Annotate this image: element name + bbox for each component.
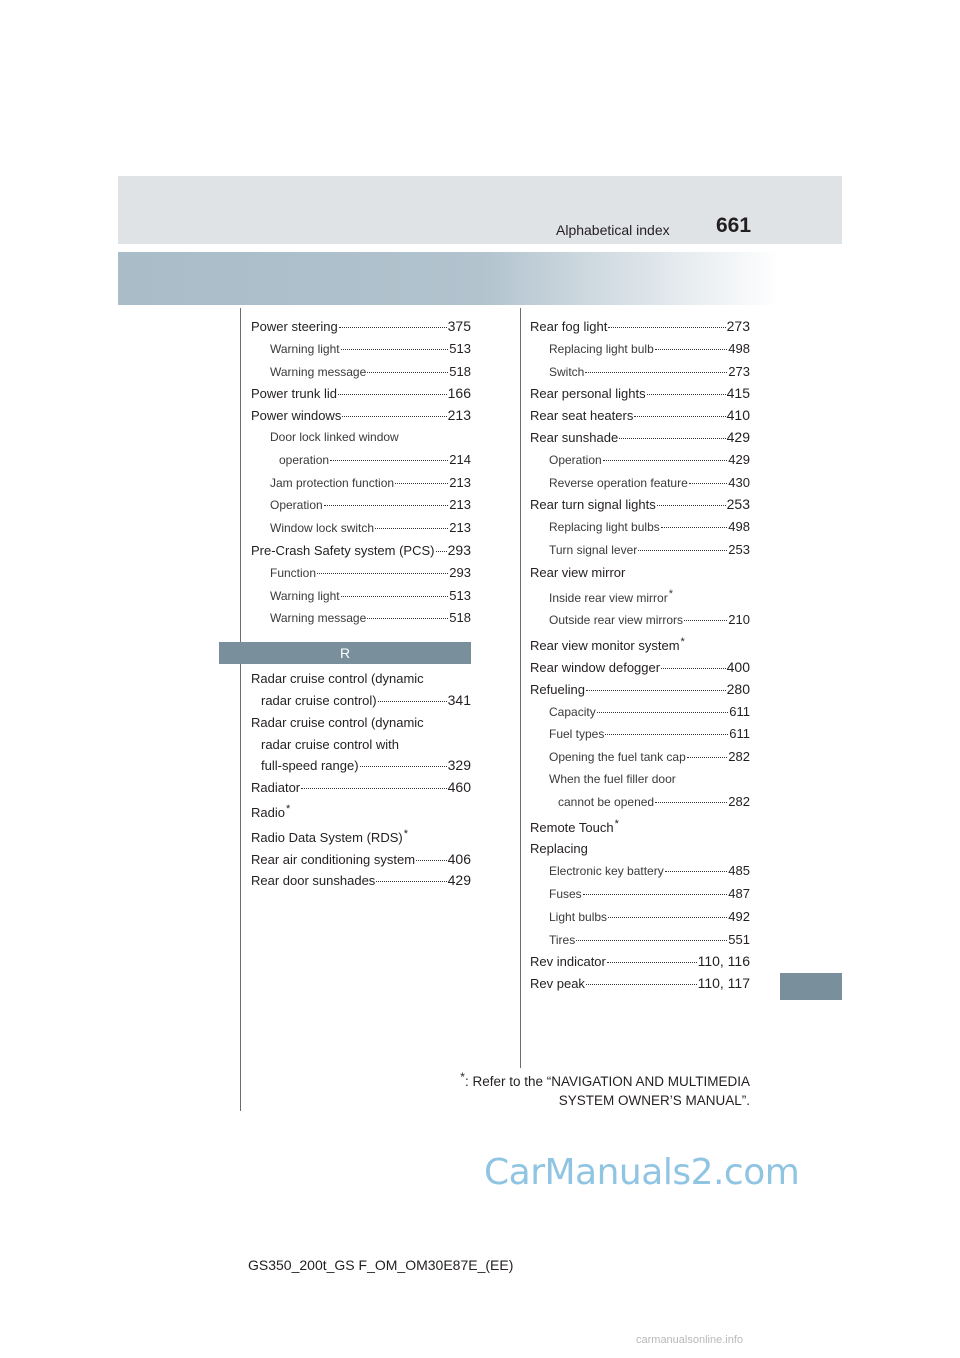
index-entry: [251, 427, 471, 472]
index-term: Function: [270, 565, 317, 580]
index-term: Switch: [549, 364, 585, 379]
watermark-small: carmanualsonline.info: [636, 1334, 744, 1346]
footnote-line-2: SYSTEM OWNER’S MANUAL”.: [558, 1093, 750, 1108]
reference-star: *: [403, 827, 408, 840]
index-term: cannot be opened: [558, 794, 655, 809]
index-term: Radio Data System (RDS)*: [251, 827, 408, 845]
dot-leader: [342, 416, 446, 417]
dot-leader: [338, 394, 447, 395]
page-ref: 485: [728, 863, 750, 879]
page-ref: 429: [447, 872, 471, 889]
index-term: Rear sunshade: [530, 429, 619, 445]
dot-leader: [378, 701, 447, 702]
index-term: Operation: [270, 498, 323, 513]
index-entry-line: [270, 361, 471, 384]
index-term: Outside rear view mirrors: [549, 613, 684, 628]
index-entry: [251, 607, 471, 630]
index-term: Replacing light bulb: [549, 341, 654, 356]
index-entry: [530, 723, 750, 746]
index-entry-line: [530, 494, 750, 516]
reference-star: *: [614, 817, 619, 830]
index-term: Inside rear view mirror*: [549, 587, 673, 605]
index-entry: [530, 539, 750, 562]
index-term: Power windows: [251, 408, 342, 424]
index-entry-line: [549, 338, 750, 361]
page-ref: 166: [447, 385, 471, 402]
index-term: Radar cruise control (dynamic: [251, 714, 424, 730]
index-term: Fuel types: [549, 727, 605, 742]
index-term: Pre-Crash Safety system (PCS): [251, 542, 435, 558]
index-entry: [530, 814, 750, 839]
page-ref: 213: [447, 407, 471, 424]
index-entry-line: [251, 849, 471, 871]
index-entry: [530, 562, 750, 584]
dot-leader: [341, 596, 449, 597]
page-ref: 406: [447, 850, 471, 867]
index-term: Light bulbs: [549, 909, 608, 924]
reference-star: *: [668, 587, 673, 600]
index-entry: [251, 517, 471, 540]
index-entry: [530, 929, 750, 952]
dot-leader: [597, 712, 729, 713]
index-entry-line: [530, 316, 750, 338]
index-term: When the fuel filler door: [549, 771, 676, 786]
index-entry: [251, 799, 471, 824]
index-term: Replacing: [530, 841, 588, 857]
index-entry-line: [251, 824, 471, 849]
index-term: Rear air conditioning system: [251, 851, 416, 867]
dot-leader: [603, 460, 728, 461]
index-entry-line: [549, 701, 750, 724]
index-entry-line: [251, 870, 471, 892]
center-rule: [520, 308, 521, 1068]
index-entry-line: [270, 562, 471, 585]
page-ref: 341: [447, 691, 471, 708]
index-entry: [530, 906, 750, 929]
index-entries-r-continued: [530, 316, 750, 995]
page-ref: 110, 116: [697, 953, 750, 970]
index-entry-line: [549, 449, 750, 472]
dot-leader: [661, 527, 728, 528]
index-entry: [251, 777, 471, 799]
footnote: [400, 1068, 750, 1110]
index-entry-line: [530, 405, 750, 427]
index-term: Window lock switch: [270, 521, 375, 536]
index-entry-line: [251, 755, 471, 777]
index-entry: [530, 316, 750, 338]
index-entry: [530, 679, 750, 701]
dot-leader: [619, 438, 725, 439]
page-ref: 460: [447, 779, 471, 796]
index-entry: [530, 405, 750, 427]
index-entry-line: [530, 632, 750, 657]
index-entry-line: [530, 679, 750, 701]
dot-leader: [586, 690, 726, 691]
index-entry: [530, 701, 750, 724]
index-entry-line: [530, 838, 750, 860]
index-column-2: [530, 316, 750, 995]
page-ref: 253: [728, 541, 750, 557]
index-term: Radio*: [251, 802, 291, 820]
index-entry-line: [549, 746, 750, 769]
index-entry: [530, 383, 750, 405]
page-ref: 498: [728, 340, 750, 356]
dot-leader: [395, 483, 448, 484]
index-entry-line: [549, 361, 750, 384]
index-term: Rear turn signal lights: [530, 497, 656, 513]
index-term: Warning light: [270, 341, 340, 356]
index-entry-line: [549, 516, 750, 539]
index-entry-line: [251, 383, 471, 405]
page-ref: 282: [728, 793, 750, 809]
index-term: Electronic key battery: [549, 864, 664, 879]
index-entry-line: [549, 906, 750, 929]
index-term: Warning light: [270, 588, 340, 603]
section-letter-bar: R: [219, 642, 471, 664]
index-term: Rear window defogger: [530, 659, 661, 675]
dot-leader: [367, 372, 448, 373]
index-entry-line: [270, 427, 471, 449]
index-term: Warning message: [270, 611, 367, 626]
reference-star: *: [285, 802, 291, 815]
index-term: Rev peak: [530, 976, 585, 992]
page-ref: 518: [449, 363, 471, 379]
color-band: [118, 252, 780, 305]
index-column-1: [251, 316, 471, 892]
dot-leader: [687, 757, 728, 758]
page-ref: 273: [726, 318, 750, 334]
index-term: Rear seat heaters: [530, 408, 634, 424]
index-entry-line: [549, 472, 750, 495]
index-entry: [530, 838, 750, 860]
dot-leader: [689, 483, 728, 484]
page-ref: 487: [728, 885, 750, 901]
page-ref: 280: [726, 680, 750, 697]
page-ref: 415: [726, 385, 750, 402]
page-ref: 329: [447, 757, 471, 774]
index-term: radar cruise control with: [261, 736, 399, 752]
dot-leader: [586, 984, 697, 985]
document-code: GS350_200t_GS F_OM_OM30E87E_(EE): [248, 1257, 514, 1273]
index-term: Turn signal lever: [549, 542, 638, 557]
index-entry-line: [549, 860, 750, 883]
index-entry-line: [251, 712, 471, 734]
index-entry-line: [549, 769, 750, 791]
index-entry: [530, 973, 750, 995]
index-entry-line: [530, 657, 750, 679]
index-term: Remote Touch*: [530, 817, 619, 835]
page-ref: 214: [449, 451, 471, 467]
index-entry-line: [251, 316, 471, 338]
index-entry: [530, 516, 750, 539]
index-entry: [251, 585, 471, 608]
dot-leader: [647, 394, 726, 395]
index-entry-line: [270, 607, 471, 630]
index-entry: [251, 338, 471, 361]
index-entry: [251, 562, 471, 585]
index-entry: [251, 472, 471, 495]
index-entry: [530, 472, 750, 495]
index-entry: [530, 361, 750, 384]
index-entry-line: [530, 973, 750, 995]
dot-leader: [416, 860, 447, 861]
dot-leader: [608, 917, 727, 918]
index-entry: [530, 746, 750, 769]
index-entry-line: [549, 929, 750, 952]
dot-leader: [360, 766, 447, 767]
index-term: Power steering: [251, 319, 338, 334]
index-term: Jam protection function: [270, 475, 395, 490]
index-entry-line: [251, 668, 471, 690]
page-ref: 611: [729, 703, 750, 719]
index-entry: [251, 405, 471, 427]
index-entry-line: [270, 517, 471, 540]
page-ref: 213: [449, 497, 471, 513]
dot-leader: [576, 940, 727, 941]
index-entry-line: [251, 405, 471, 427]
dot-leader: [661, 668, 726, 669]
index-entry: [530, 632, 750, 657]
dot-leader: [655, 802, 727, 803]
index-entry-line: [549, 584, 750, 610]
index-entry: [530, 449, 750, 472]
index-term: Refueling: [530, 681, 585, 697]
index-entries-p: [251, 316, 471, 630]
dot-leader: [655, 349, 728, 350]
page-ref: 551: [728, 931, 750, 947]
page-ref: 400: [726, 658, 750, 675]
index-term: Reverse operation feature: [549, 475, 688, 490]
index-entry-line: [270, 472, 471, 495]
index-entry: [251, 540, 471, 562]
index-entry: [251, 361, 471, 384]
dot-leader: [339, 327, 447, 328]
page-ref: 293: [447, 541, 471, 558]
index-term: operation: [279, 452, 330, 467]
index-entry: [251, 383, 471, 405]
index-term: Rear personal lights: [530, 386, 646, 402]
index-entry-line: [530, 427, 750, 449]
index-entry: [530, 584, 750, 610]
index-term: Capacity: [549, 704, 596, 719]
index-entry-line: [251, 777, 471, 799]
dot-leader: [684, 620, 727, 621]
index-term: Rear fog light: [530, 319, 608, 334]
index-term: Power trunk lid: [251, 386, 337, 402]
page-ref: 210: [728, 612, 750, 628]
index-term: Warning message: [270, 364, 367, 379]
dot-leader: [341, 349, 449, 350]
index-entry: [251, 712, 471, 777]
page-ref: 253: [726, 496, 750, 513]
index-term: Rev indicator: [530, 954, 606, 970]
dot-leader: [376, 881, 446, 882]
index-entry: [251, 494, 471, 517]
index-entry: [530, 951, 750, 973]
index-entry-line: [549, 883, 750, 906]
index-term: Tires: [549, 932, 576, 947]
index-term: Rear view mirror: [530, 564, 626, 580]
footnote-line-1: : Refer to the “NAVIGATION AND MULTIMEDIA: [464, 1074, 750, 1089]
index-entry-line: [251, 734, 471, 756]
page-ref: 213: [449, 474, 471, 490]
dot-leader: [638, 550, 727, 551]
index-entry: [530, 769, 750, 814]
index-term: full-speed range): [261, 758, 359, 774]
index-term: Rear view monitor system*: [530, 636, 685, 654]
index-entry-line: [251, 799, 471, 824]
dot-leader: [585, 372, 727, 373]
index-entry-line: [251, 540, 471, 562]
dot-leader: [330, 460, 448, 461]
index-entry-line: [549, 791, 750, 814]
index-entry: [530, 657, 750, 679]
dot-leader: [367, 618, 448, 619]
index-term: Radiator: [251, 780, 301, 796]
index-term: Fuses: [549, 886, 582, 901]
index-entry-line: [251, 690, 471, 712]
dot-leader: [657, 505, 726, 506]
dot-leader: [634, 416, 725, 417]
index-entry-line: [270, 449, 471, 472]
watermark-logo: CarManuals2.com: [484, 1152, 800, 1193]
footnote-star: *: [460, 1070, 465, 1084]
dot-leader: [301, 788, 447, 789]
page-ref: 273: [728, 363, 750, 379]
page-ref: 513: [449, 340, 471, 356]
index-entry-line: [549, 609, 750, 632]
dot-leader: [607, 962, 697, 963]
index-entry: [530, 609, 750, 632]
page-ref: 282: [728, 749, 750, 765]
index-entry: [251, 316, 471, 338]
index-entry-line: [549, 539, 750, 562]
index-term: Door lock linked window: [270, 429, 399, 444]
left-rule: [240, 308, 241, 1111]
index-entry-line: [549, 723, 750, 746]
dot-leader: [608, 327, 725, 328]
dot-leader: [605, 734, 728, 735]
page-ref: 513: [449, 587, 471, 603]
index-entry-line: [270, 494, 471, 517]
index-entry-line: [530, 562, 750, 584]
page-ref: 410: [726, 407, 750, 424]
page-ref: 293: [449, 564, 471, 580]
index-term: Operation: [549, 452, 602, 467]
index-term: Radar cruise control (dynamic: [251, 671, 424, 687]
side-tab: [780, 973, 842, 1000]
index-entry-line: [530, 951, 750, 973]
index-entry-line: [270, 338, 471, 361]
dot-leader: [436, 551, 447, 552]
page-ref: 110, 117: [697, 975, 750, 992]
index-entry: [251, 824, 471, 849]
page-ref: 492: [728, 908, 750, 924]
index-entry: [251, 870, 471, 892]
page-ref: 429: [728, 451, 750, 467]
page-ref: 429: [726, 428, 750, 445]
page-ref: 498: [728, 519, 750, 535]
dot-leader: [583, 894, 728, 895]
index-entry: [530, 860, 750, 883]
section-title: Alphabetical index: [556, 222, 670, 238]
index-entry: [530, 427, 750, 449]
index-term: Replacing light bulbs: [549, 520, 660, 535]
index-entry: [251, 849, 471, 871]
dot-leader: [665, 871, 728, 872]
page-ref: 375: [447, 318, 471, 334]
dot-leader: [324, 505, 449, 506]
reference-star: *: [680, 636, 685, 649]
index-entry-line: [270, 585, 471, 608]
index-term: radar cruise control): [261, 692, 377, 708]
page-ref: 430: [728, 474, 750, 490]
index-entries-r: [251, 668, 471, 892]
index-entry: [530, 494, 750, 516]
index-entry: [530, 338, 750, 361]
index-entry: [530, 883, 750, 906]
page-ref: 611: [729, 726, 750, 742]
index-entry: [251, 668, 471, 712]
dot-leader: [375, 528, 448, 529]
index-term: Rear door sunshades: [251, 873, 376, 889]
dot-leader: [317, 573, 448, 574]
index-entry-line: [530, 383, 750, 405]
page-number: 661: [716, 214, 752, 237]
page-ref: 213: [449, 520, 471, 536]
index-entry-line: [530, 814, 750, 839]
page-ref: 518: [449, 610, 471, 626]
index-term: Opening the fuel tank cap: [549, 750, 686, 765]
